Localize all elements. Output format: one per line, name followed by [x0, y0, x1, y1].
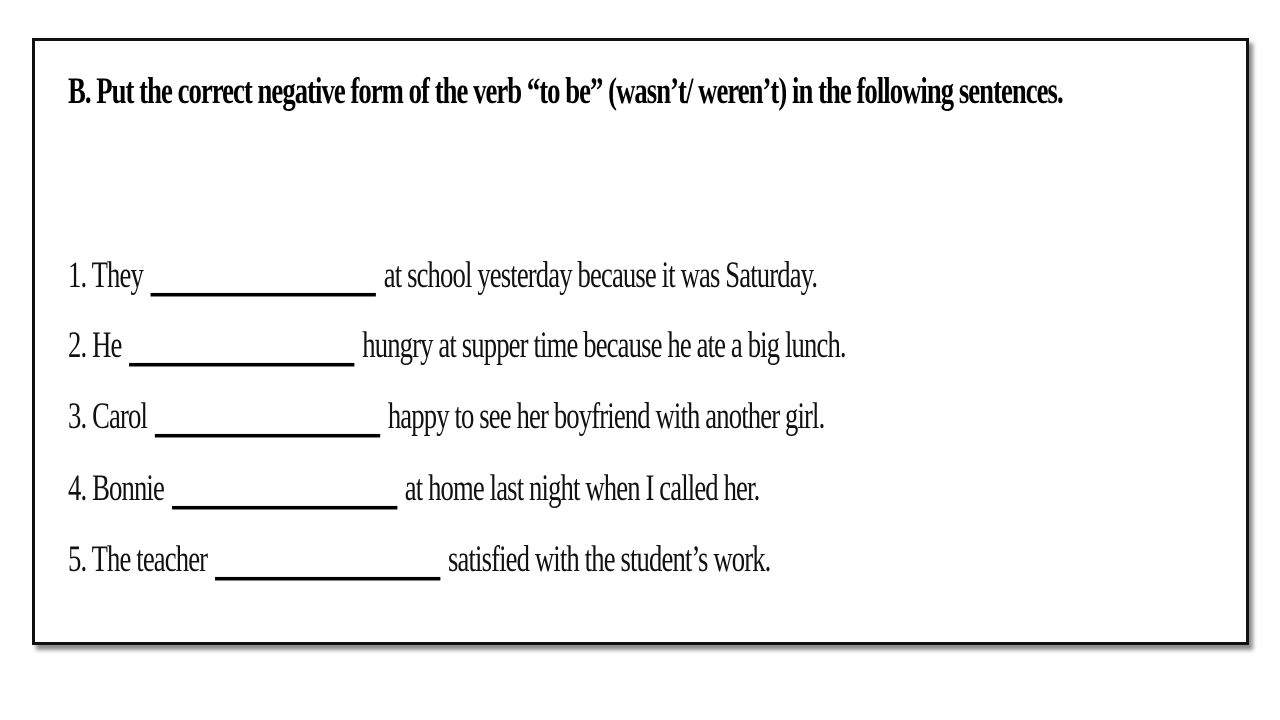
sentence-2-blank — [129, 330, 354, 367]
sentence-5-start: 5. The teacher — [68, 538, 208, 580]
sentence-1-end: at school yesterday because it was Saturday. — [383, 254, 818, 296]
sentence-1 — [68, 254, 817, 296]
exercise-instruction: B. Put the correct negative form of the verb “to be” (wasn’t/ weren’t) in the following sentences. — [68, 70, 1063, 112]
sentence-5 — [68, 538, 770, 580]
sentence-3-end: happy to see her boyfriend with another girl. — [387, 395, 825, 437]
sentence-3-start: 3. Carol — [68, 395, 148, 437]
sentence-4-end: at home last night when I called her. — [404, 467, 760, 509]
sentence-2-start: 2. He — [68, 324, 122, 366]
sentence-1-blank — [151, 260, 376, 297]
sentence-2 — [68, 324, 846, 366]
sentence-3 — [68, 395, 824, 437]
sentence-2-end: hungry at supper time because he ate a big lunch. — [362, 324, 846, 366]
sentence-5-end: satisfied with the student’s work. — [447, 538, 771, 580]
sentence-4-blank — [172, 473, 397, 510]
sentence-3-blank — [155, 401, 380, 438]
sentence-1-start: 1. They — [68, 254, 143, 296]
sentence-5-blank — [215, 544, 440, 581]
sentence-4 — [68, 467, 759, 509]
sentence-4-start: 4. Bonnie — [68, 467, 164, 509]
